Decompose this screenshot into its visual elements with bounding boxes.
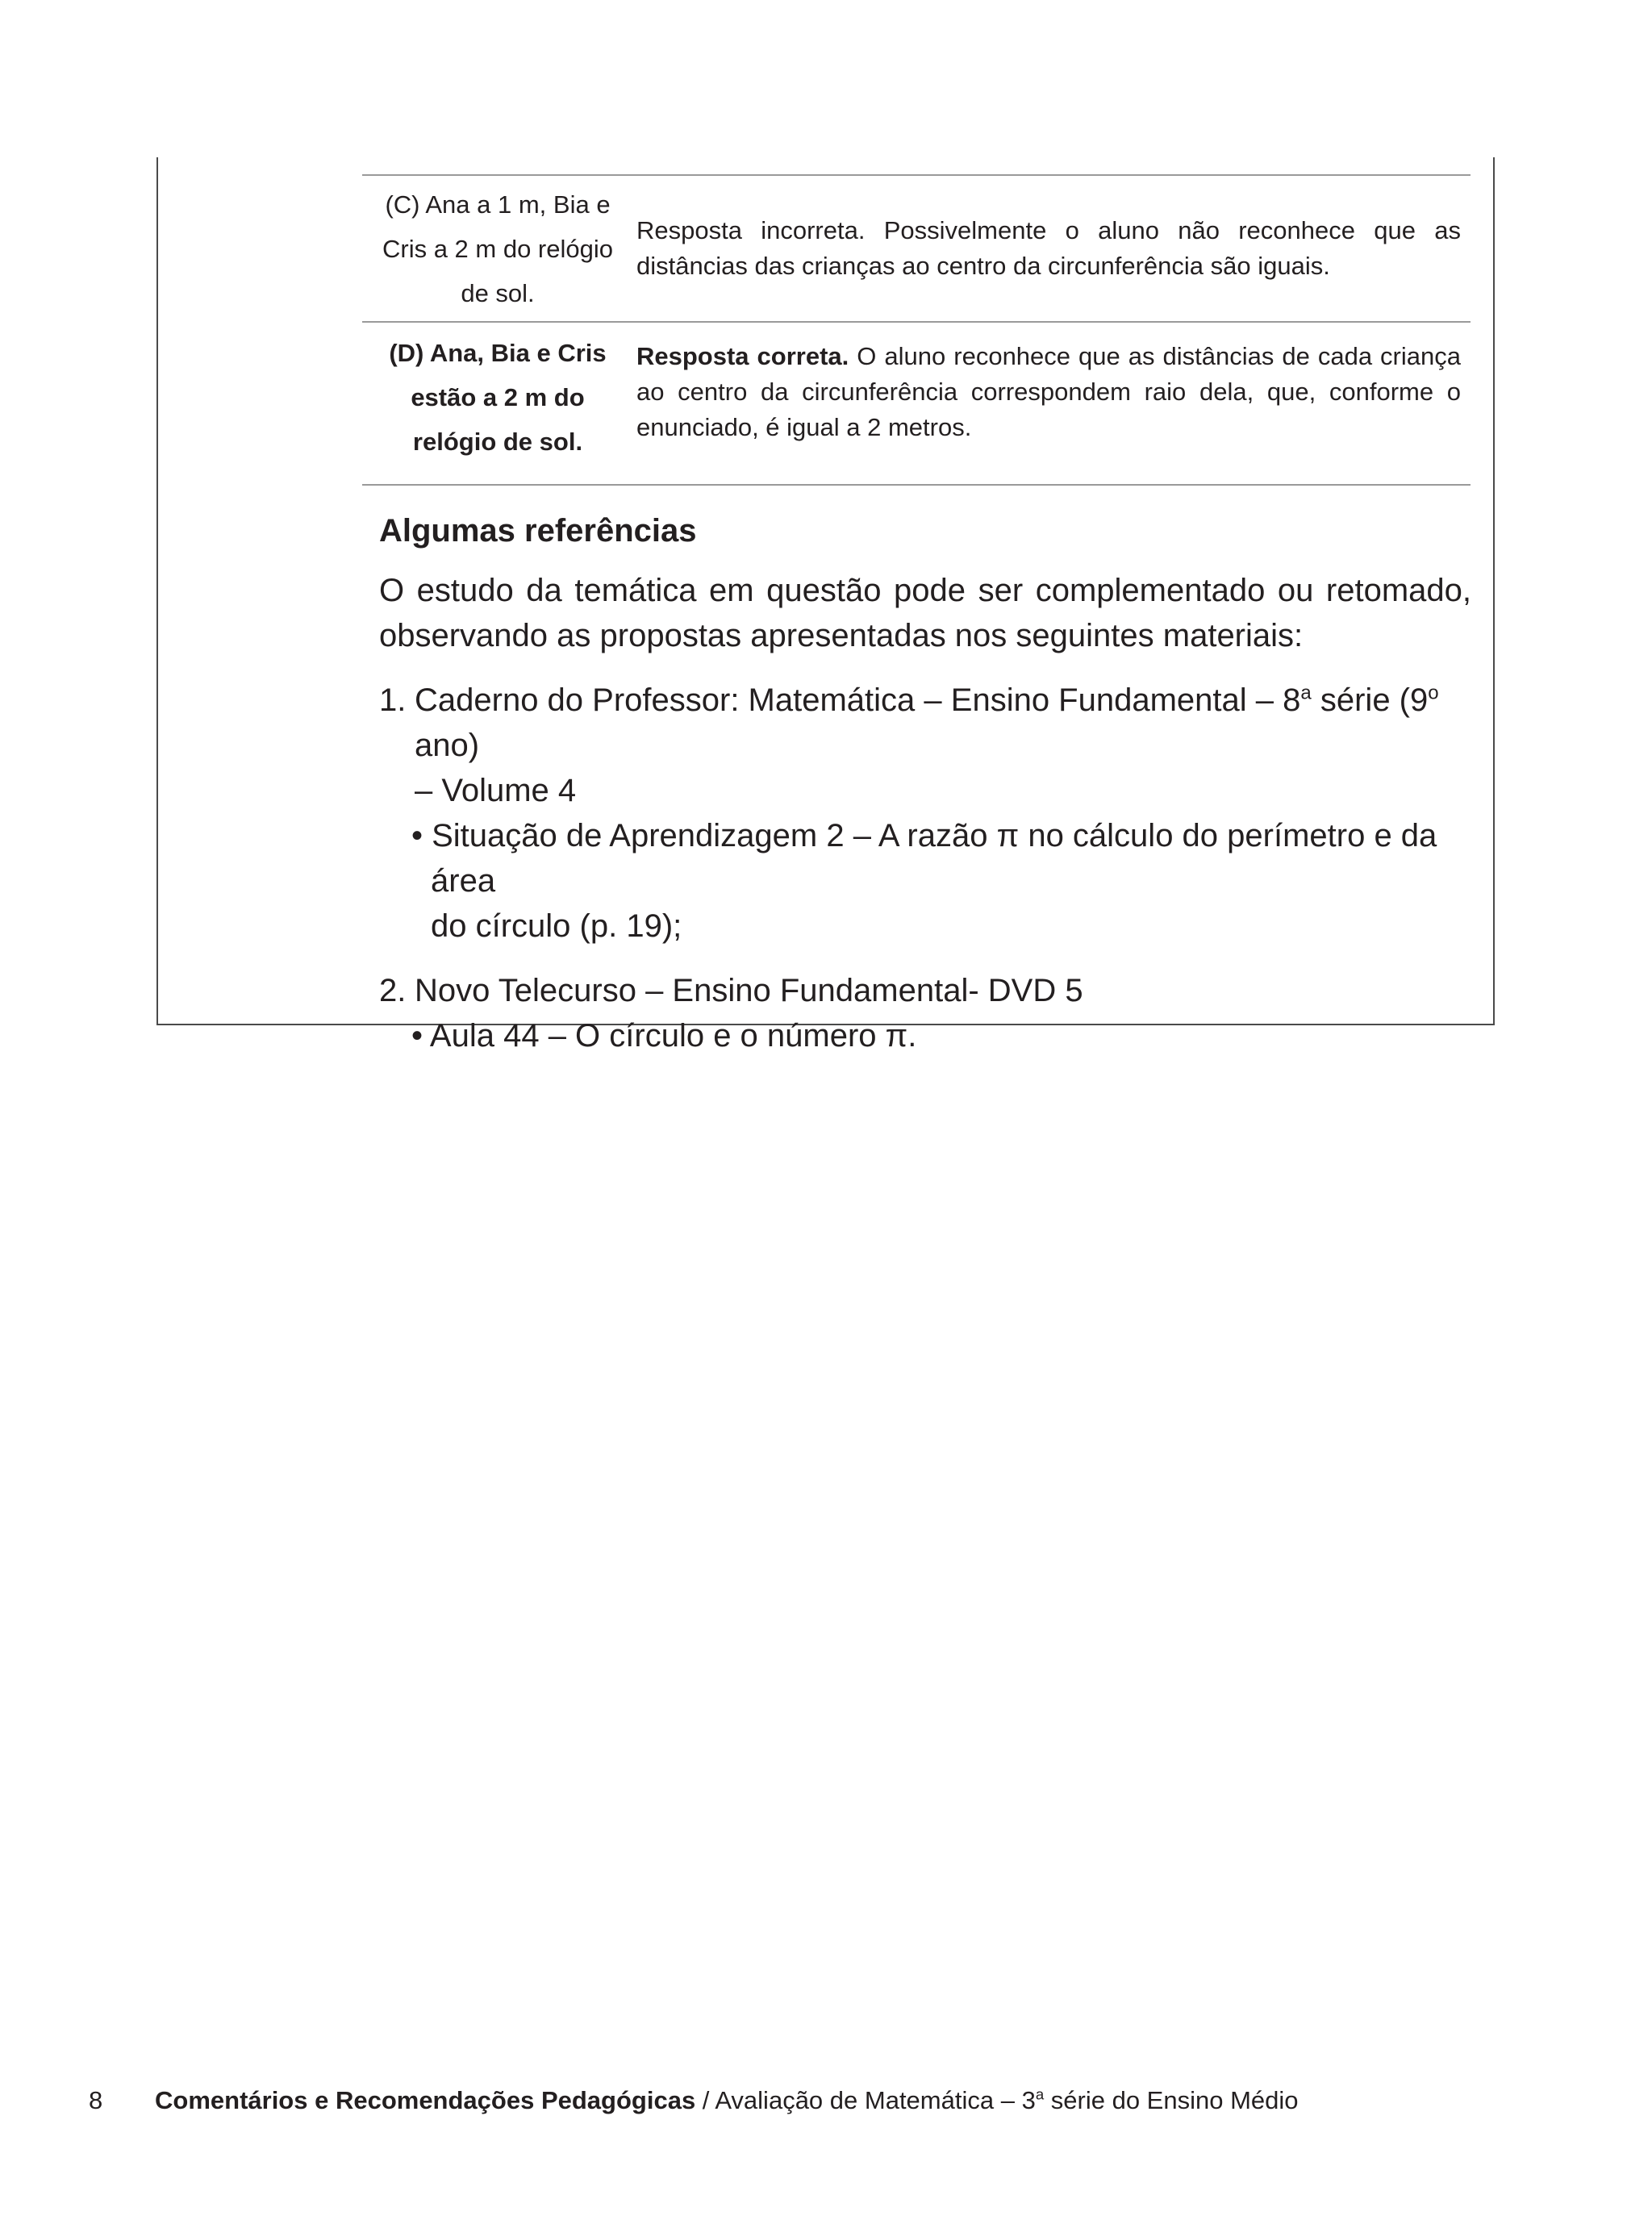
reference-text: Caderno do Professor: Matemática – Ensino Fundamental – 8$^a$ série (9$^o$ ano)	[415, 682, 1439, 763]
option-line: estão a 2 m do	[411, 383, 585, 411]
option-line: relógio de sol.	[412, 428, 583, 456]
option-cell	[362, 322, 633, 485]
option-cell	[362, 175, 633, 322]
reference-number: 1.	[379, 682, 407, 718]
comment-text: Resposta incorreta. Possivelmente o aluno não reconhece que as distâncias das crianças ao centro da circunferência são iguais.	[636, 216, 1461, 280]
reference-subitem: • Aula 44 – O círculo e o número π.	[411, 1018, 917, 1054]
reference-item	[379, 968, 1471, 1058]
page-footer	[89, 2085, 1299, 2117]
comment-cell	[633, 175, 1471, 322]
comment-cell	[633, 322, 1471, 485]
references-section	[379, 508, 1471, 1078]
references-intro: O estudo da temática em questão pode ser complementado ou retomado, observando as propostas apresentadas nos seguintes materiais:	[379, 573, 1471, 653]
page-number: 8	[89, 2086, 103, 2114]
references-heading: Algumas referências	[379, 513, 697, 549]
reference-item	[379, 678, 1471, 949]
footer-title: Comentários e Recomendações Pedagógicas	[155, 2086, 696, 2114]
reference-text: Novo Telecurso – Ensino Fundamental- DVD 5	[415, 973, 1083, 1008]
reference-continuation: – Volume 4	[415, 773, 577, 808]
reference-number: 2.	[379, 973, 407, 1008]
option-line: (C) Ana a 1 m, Bia e	[385, 190, 611, 219]
option-line: (D) Ana, Bia e Cris	[389, 339, 607, 367]
answer-table	[362, 174, 1471, 486]
option-line: de sol.	[461, 278, 535, 307]
comment-lead: Resposta correta.	[636, 342, 849, 370]
comment-text: O aluno reconhece que as distâncias de cada criança ao centro da circunferência correspondem raio dela, que, conforme o enunciado, é igual a 2 metros.	[636, 342, 1461, 441]
table-row	[362, 175, 1471, 322]
reference-subitem-continuation: do círculo (p. 19);	[431, 908, 682, 944]
table-row	[362, 322, 1471, 485]
footer-subtitle: / Avaliação de Matemática – 3$^a$ série do Ensino Médio	[695, 2085, 1299, 2114]
reference-subitem: • Situação de Aprendizagem 2 – A razão π no cálculo do perímetro e da área	[411, 818, 1437, 899]
option-line: Cris a 2 m do relógio	[382, 234, 613, 263]
